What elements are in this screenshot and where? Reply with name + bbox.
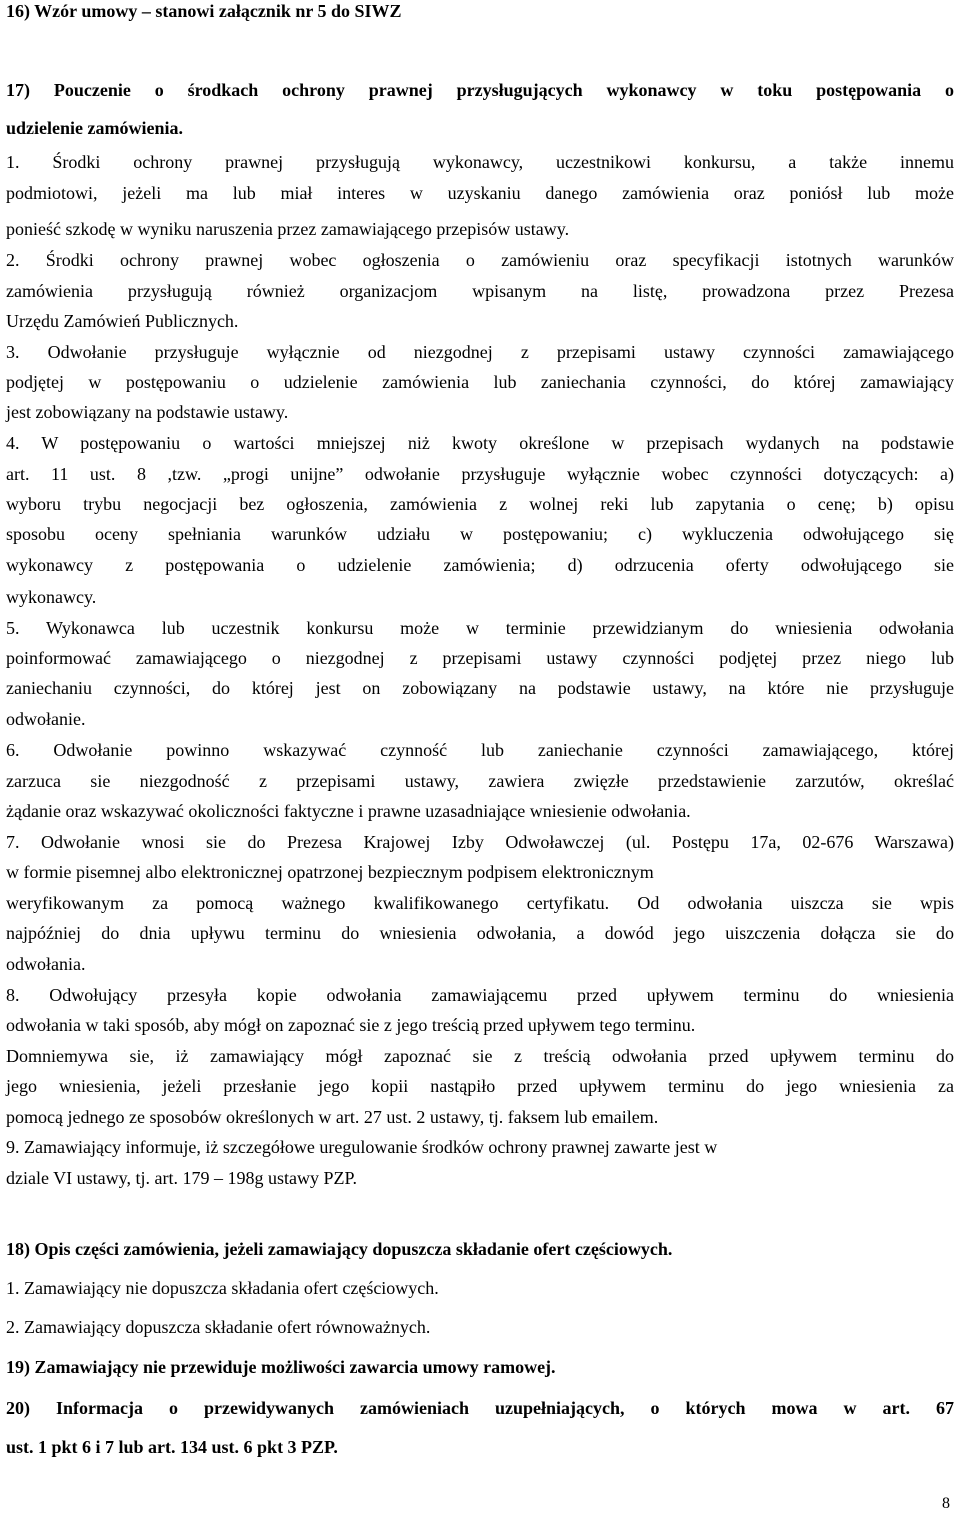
section-19-heading: 19) Zamawiający nie przewiduje możliwości zawarcia umowy ramowej. [6,1357,556,1377]
paragraph-line: zaniechaniu czynności, do której jest on zobowiązany na podstawie ustawy, na które nie przysługuje [6,678,954,698]
paragraph-line: 8. Odwołujący przesyła kopie odwołania zamawiającemu przed upływem terminu do wniesienia [6,985,954,1005]
paragraph-line: 3. Odwołanie przysługuje wyłącznie od niezgodnej z przepisami ustawy czynności zamawiającego [6,342,954,362]
paragraph-line: 7. Odwołanie wnosi sie do Prezesa Krajowej Izby Odwoławczej (ul. Postępu 17a, 02-676 Warszawa) [6,832,954,852]
section-17-heading-line-2: udzielenie zamówienia. [6,118,183,138]
paragraph-line: podmiotowi, jeżeli ma lub miał interes w uzyskaniu danego zamówienia oraz poniósł lub może [6,183,954,203]
paragraph-line: sposobu oceny spełniania warunków udziału w postępowaniu; c) wykluczenia odwołującego się [6,524,954,544]
section-18-heading: 18) Opis części zamówienia, jeżeli zamawiający dopuszcza składanie ofert częściowych. [6,1239,673,1259]
paragraph-line: Domniemywa sie, iż zamawiający mógł zapoznać sie z treścią odwołania przed upływem terminu do [6,1046,954,1066]
paragraph-line: 6. Odwołanie powinno wskazywać czynność lub zaniechanie czynności zamawiającego, której [6,740,954,760]
paragraph-line: żądanie oraz wskazywać okoliczności faktyczne i prawne uzasadniające wniesienie odwołania. [6,801,691,821]
paragraph-line: 2. Środki ochrony prawnej wobec ogłoszenia o zamówieniu oraz specyfikacji istotnych warunków [6,250,954,270]
paragraph-line: zamówienia przysługują również organizacjom wpisanym na listę, prowadzona przez Prezesa [6,281,954,301]
paragraph-line: podjętej w postępowaniu o udzielenie zamówienia lub zaniechania czynności, do której zamawiający [6,372,954,392]
paragraph-line: wykonawcy z postępowania o udzielenie zamówienia; d) odrzucenia oferty odwołującego sie [6,555,954,575]
section-20-heading-line-2: ust. 1 pkt 6 i 7 lub art. 134 ust. 6 pkt 3 PZP. [6,1437,338,1457]
paragraph-line: weryfikowanym za pomocą ważnego kwalifikowanego certyfikatu. Od odwołania uiszcza sie wpis [6,893,954,913]
paragraph-line: odwołania. [6,954,86,974]
paragraph-line: odwołanie. [6,709,86,729]
paragraph-line: jego wniesienia, jeżeli przesłanie jego kopii nastąpiło przed upływem terminu do jego wniesienia za [6,1076,954,1096]
paragraph-line: jest zobowiązany na podstawie ustawy. [6,402,289,422]
paragraph-line: Urzędu Zamówień Publicznych. [6,311,239,331]
paragraph-line: 1. Środki ochrony prawnej przysługują wykonawcy, uczestnikowi konkursu, a także innemu [6,152,954,172]
paragraph-line: odwołania w taki sposób, aby mógł on zapoznać sie z jego treścią przed upływem tego terminu. [6,1015,696,1035]
paragraph-line: 5. Wykonawca lub uczestnik konkursu może w terminie przewidzianym do wniesienia odwołania [6,618,954,638]
paragraph-line: poinformować zamawiającego o niezgodnej z przepisami ustawy czynności podjętej przez niego lub [6,648,954,668]
paragraph-line: zarzuca sie niezgodność z przepisami ustawy, zawiera zwięzłe przedstawienie zarzutów, określać [6,771,954,791]
section-16-heading: 16) Wzór umowy – stanowi załącznik nr 5 do SIWZ [6,1,402,21]
section-18-item: 1. Zamawiający nie dopuszcza składania ofert częściowych. [6,1278,439,1298]
paragraph-line: pomocą jednego ze sposobów określonych w art. 27 ust. 2 ustawy, tj. faksem lub emailem. [6,1107,659,1127]
paragraph-line: najpóźniej do dnia upływu terminu do wniesienia odwołania, a dowód jego uiszczenia dołącza sie do [6,923,954,943]
section-18-item: 2. Zamawiający dopuszcza składanie ofert równoważnych. [6,1317,431,1337]
paragraph-line: w formie pisemnej albo elektronicznej opatrzonej bezpiecznym podpisem elektronicznym [6,862,654,882]
paragraph-line: wykonawcy. [6,587,97,607]
section-17-heading-line-1: 17) Pouczenie o środkach ochrony prawnej przysługujących wykonawcy w toku postępowania o [6,80,954,100]
paragraph-line: art. 11 ust. 8 ,tzw. „progi unijne” odwołanie przysługuje wyłącznie wobec czynności dotyczących: a) [6,464,954,484]
paragraph-line: 9. Zamawiający informuje, iż szczegółowe uregulowanie środków ochrony prawnej zawarte jest w [6,1137,718,1157]
paragraph-line: wyboru trybu negocjacji bez ogłoszenia, zamówienia z wolnej reki lub zapytania o cenę; b) opisu [6,494,954,514]
section-20-heading-line-1: 20) Informacja o przewidywanych zamówieniach uzupełniających, o których mowa w art. 67 [6,1398,954,1418]
paragraph-line: ponieść szkodę w wyniku naruszenia przez zamawiającego przepisów ustawy. [6,219,570,239]
page-number: 8 [942,1495,950,1512]
paragraph-line: dziale VI ustawy, tj. art. 179 – 198g ustawy PZP. [6,1168,357,1188]
paragraph-line: 4. W postępowaniu o wartości mniejszej niż kwoty określone w przepisach wydanych na podstawie [6,433,954,453]
